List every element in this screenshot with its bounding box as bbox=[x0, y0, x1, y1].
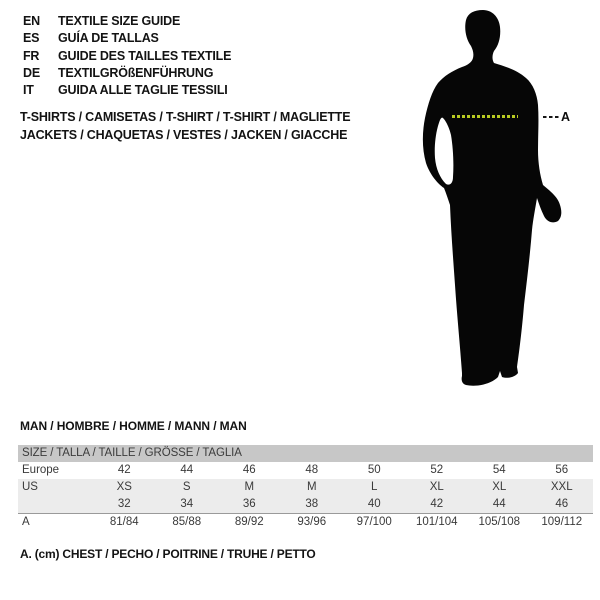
table-cell: 93/96 bbox=[297, 516, 327, 528]
table-cell: L bbox=[371, 481, 378, 493]
table-cell: 105/108 bbox=[478, 516, 521, 528]
table-cell: 38 bbox=[305, 498, 319, 510]
table-cell: XL bbox=[492, 481, 507, 493]
table-cell: S bbox=[182, 481, 191, 493]
language-row-en bbox=[23, 13, 231, 30]
table-cell: 32 bbox=[117, 498, 131, 510]
table-row-us bbox=[18, 479, 593, 496]
table-row-chest-a bbox=[18, 513, 593, 531]
table-cell: 101/104 bbox=[415, 516, 458, 528]
language-list bbox=[23, 13, 231, 99]
man-silhouette bbox=[420, 5, 565, 390]
language-code: FR bbox=[23, 48, 40, 63]
table-cell: 52 bbox=[430, 464, 444, 476]
table-cell: 48 bbox=[305, 464, 319, 476]
table-cell: 36 bbox=[242, 498, 256, 510]
table-cell: 97/100 bbox=[356, 516, 392, 528]
size-table bbox=[18, 445, 593, 531]
table-cell: XL bbox=[429, 481, 444, 493]
language-row-es bbox=[23, 30, 231, 47]
row-label: US bbox=[22, 481, 38, 493]
table-cell: 42 bbox=[430, 498, 444, 510]
table-cell: 42 bbox=[117, 464, 131, 476]
table-cell: XS bbox=[116, 481, 132, 493]
section-title-man: MAN / HOMBRE / HOMME / MANN / MAN bbox=[20, 419, 247, 433]
language-label: TEXTILGRÖßENFÜHRUNG bbox=[58, 65, 214, 80]
language-code: ES bbox=[23, 31, 40, 46]
language-row-it bbox=[23, 82, 231, 99]
language-label: GUIDA ALLE TAGLIE TESSILI bbox=[58, 83, 228, 98]
size-table-header: SIZE / TALLA / TAILLE / GRÖSSE / TAGLIA bbox=[18, 445, 593, 462]
measurement-label-a: A bbox=[561, 110, 571, 124]
measurement-leader-line bbox=[543, 116, 560, 118]
language-label: GUIDE DES TAILLES TEXTILE bbox=[58, 48, 232, 63]
chest-measurement-line bbox=[452, 115, 518, 118]
row-label: A bbox=[22, 516, 30, 528]
language-label: TEXTILE SIZE GUIDE bbox=[58, 14, 181, 28]
table-cell: 46 bbox=[242, 464, 256, 476]
product-type-tshirts: T-SHIRTS / CAMISETAS / T-SHIRT / T-SHIRT / MAGLIETTE bbox=[20, 110, 351, 124]
table-cell: M bbox=[244, 481, 255, 493]
table-row-numeric bbox=[18, 496, 593, 513]
row-label: Europe bbox=[22, 464, 60, 476]
table-cell: 81/84 bbox=[109, 516, 139, 528]
measurement-footnote: A. (cm) CHEST / PECHO / POITRINE / TRUHE / PETTO bbox=[20, 547, 316, 561]
table-cell: 40 bbox=[367, 498, 381, 510]
table-cell: 56 bbox=[555, 464, 569, 476]
table-cell: 34 bbox=[180, 498, 194, 510]
table-cell: 109/112 bbox=[541, 516, 583, 528]
table-cell: 89/92 bbox=[234, 516, 264, 528]
language-row-fr bbox=[23, 48, 231, 65]
table-cell: 44 bbox=[492, 498, 506, 510]
product-type-jackets: JACKETS / CHAQUETAS / VESTES / JACKEN / GIACCHE bbox=[20, 128, 348, 142]
language-code: EN bbox=[23, 14, 40, 28]
table-cell: 50 bbox=[367, 464, 381, 476]
language-code: DE bbox=[23, 65, 40, 80]
table-cell: 46 bbox=[555, 498, 569, 510]
table-cell: XXL bbox=[550, 481, 573, 493]
table-cell: M bbox=[306, 481, 317, 493]
table-row-europe bbox=[18, 462, 593, 479]
language-label: GUÍA DE TALLAS bbox=[58, 31, 159, 46]
language-code: IT bbox=[23, 83, 34, 98]
table-cell: 44 bbox=[180, 464, 194, 476]
language-row-de bbox=[23, 65, 231, 82]
row-label bbox=[18, 496, 93, 513]
table-cell: 85/88 bbox=[172, 516, 202, 528]
product-type-list bbox=[20, 108, 350, 144]
table-cell: 54 bbox=[492, 464, 506, 476]
